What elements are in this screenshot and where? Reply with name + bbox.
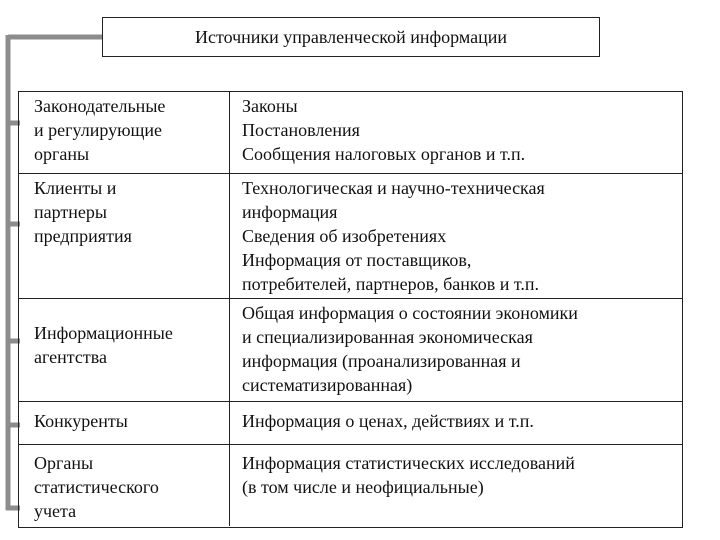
source-line: и регулирующие: [34, 120, 163, 140]
info-line: (в том числе и неофициальные): [242, 477, 484, 497]
source-cell: [19, 299, 230, 401]
info-line: Информация о ценах, действиях и т.п.: [242, 411, 534, 431]
info-cell: [230, 445, 682, 526]
source-line: статистического: [34, 477, 159, 497]
sources-table: [18, 91, 683, 528]
info-cell: [230, 174, 682, 298]
source-line: партнеры: [34, 202, 107, 222]
table-row: [19, 174, 682, 299]
info-line: систематизированная): [242, 375, 413, 395]
diagram-title-box: [102, 17, 600, 57]
source-line: органы: [34, 144, 90, 164]
info-cell: [230, 299, 682, 401]
diagram-title: Источники управленческой информации: [194, 26, 508, 47]
source-cell: [19, 402, 230, 444]
source-line: предприятия: [34, 226, 132, 246]
source-cell: [19, 445, 230, 526]
info-line: и специализированная экономическая: [242, 327, 533, 347]
source-cell: [19, 92, 230, 173]
info-line: Законы: [242, 96, 298, 116]
info-cell: [230, 402, 682, 444]
source-cell: [19, 174, 230, 298]
info-line: Сообщения налоговых органов и т.п.: [242, 144, 526, 164]
source-line: Конкуренты: [34, 411, 128, 431]
info-line: Постановления: [242, 120, 360, 140]
source-line: агентства: [34, 347, 107, 367]
info-line: Технологическая и научно-техническая: [242, 178, 545, 198]
table-row: [19, 92, 682, 174]
info-line: потребителей, партнеров, банков и т.п.: [242, 274, 539, 294]
table-row: [19, 299, 682, 402]
source-line: Клиенты и: [34, 178, 117, 198]
info-line: Информация статистических исследований: [242, 453, 575, 473]
info-line: Информация от поставщиков,: [242, 250, 472, 270]
info-cell: [230, 92, 682, 173]
table-row: [19, 402, 682, 445]
source-line: Органы: [34, 453, 94, 473]
info-line: информация: [242, 202, 338, 222]
table-row: [19, 445, 682, 526]
source-line: учета: [34, 501, 77, 521]
source-line: Информационные: [34, 323, 173, 343]
source-line: Законодательные: [34, 96, 166, 116]
info-line: Общая информация о состоянии экономики: [242, 303, 578, 323]
info-line: Сведения об изобретениях: [242, 226, 447, 246]
info-line: информация (проанализированная и: [242, 351, 521, 371]
